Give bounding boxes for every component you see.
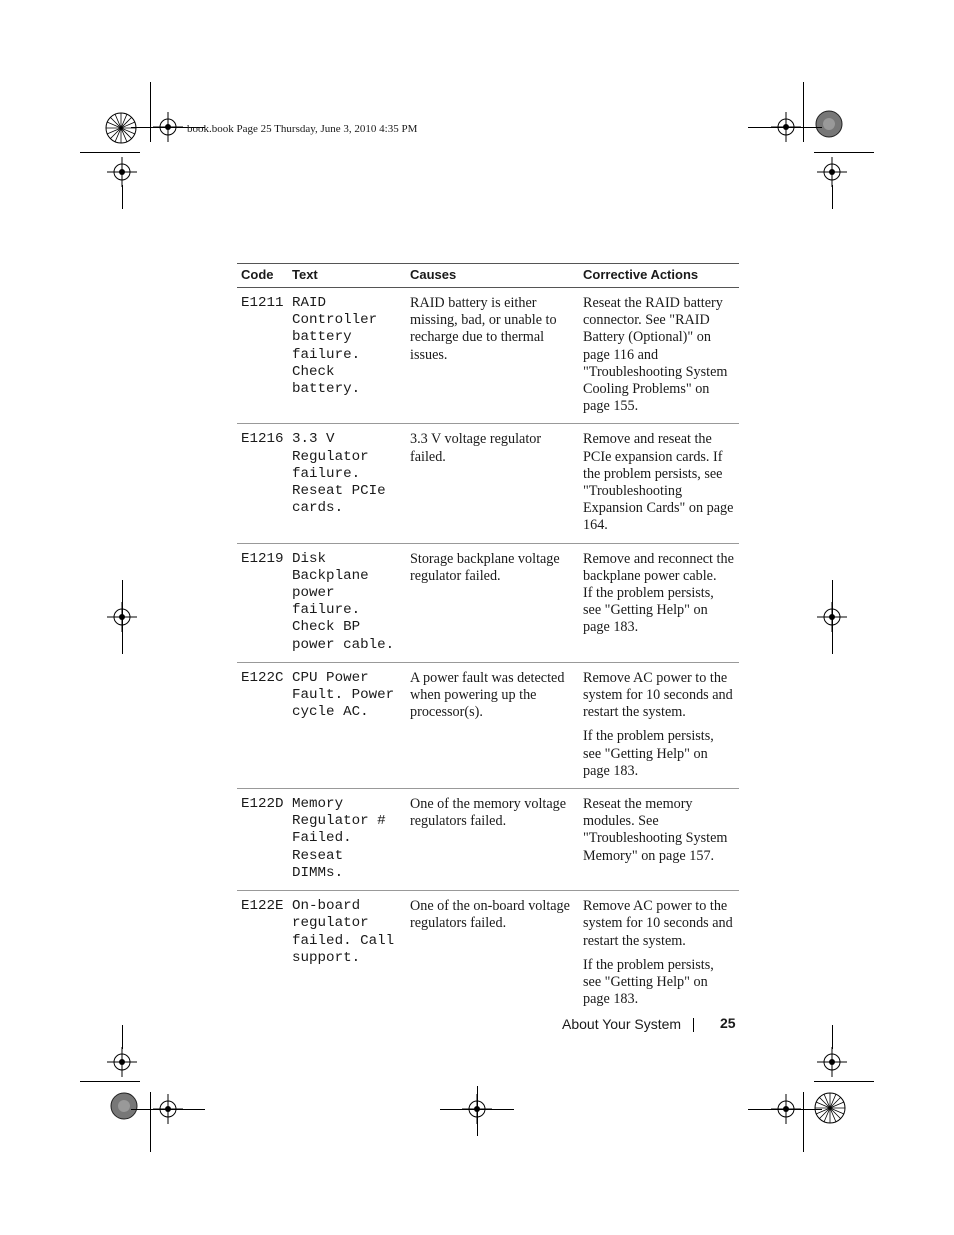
message-line: failure. bbox=[292, 602, 361, 619]
message-line: battery bbox=[292, 329, 352, 346]
message-line: cycle AC. bbox=[292, 704, 369, 721]
crop-line bbox=[122, 1025, 123, 1049]
corrective-action bbox=[579, 891, 739, 1017]
page-number: 25 bbox=[720, 1015, 736, 1031]
column-header-causes: Causes bbox=[406, 264, 579, 288]
crop-line bbox=[150, 82, 151, 142]
message-line: CPU Power bbox=[292, 669, 369, 686]
registration-mark-bottom-left bbox=[110, 1092, 138, 1120]
error-message bbox=[288, 288, 406, 424]
message-line: Reseat PCIe bbox=[292, 483, 386, 500]
crop-line bbox=[803, 82, 804, 142]
crop-line bbox=[748, 1109, 822, 1110]
error-code: E1219 bbox=[237, 543, 288, 662]
table-row bbox=[237, 891, 739, 1017]
table-row bbox=[237, 288, 739, 424]
crop-line bbox=[832, 580, 833, 654]
error-code: E122E bbox=[241, 898, 284, 915]
crop-line bbox=[814, 1081, 874, 1082]
error-code: E1216 bbox=[237, 424, 288, 543]
print-header: book.book Page 25 Thursday, June 3, 2010 4:35 PM bbox=[187, 123, 418, 135]
crop-line bbox=[131, 1109, 205, 1110]
action-paragraph: Remove and reseat the PCIe expansion cards. If the problem persists, see "Troubleshooting Expansion Cards" on page 164. bbox=[583, 431, 734, 534]
error-message bbox=[288, 662, 406, 788]
crop-line bbox=[814, 152, 874, 153]
message-line: Disk bbox=[292, 550, 327, 567]
error-cause: 3.3 V voltage regulator failed. bbox=[406, 424, 579, 543]
table-row bbox=[237, 662, 739, 788]
registration-mark-top-right bbox=[815, 110, 843, 138]
table-row bbox=[237, 543, 739, 662]
crosshair-mark bbox=[817, 157, 847, 187]
message-line: 3.3 V bbox=[292, 431, 335, 448]
crop-line bbox=[748, 127, 822, 128]
error-code: E122C bbox=[237, 662, 288, 788]
message-line: cards. bbox=[292, 500, 344, 517]
action-paragraph: Reseat the RAID battery connector. See "RAID Battery (Optional)" on page 116 and "Troubleshooting System Cooling Problems" on page 155. bbox=[583, 295, 728, 415]
table-row bbox=[237, 789, 739, 891]
action-paragraph: Reseat the memory modules. See "Troubleshooting System Memory" on page 157. bbox=[583, 796, 728, 864]
registration-mark-top-left bbox=[103, 110, 139, 146]
message-line: support. bbox=[292, 949, 361, 966]
error-message bbox=[288, 789, 406, 891]
registration-mark-bottom-right bbox=[812, 1090, 848, 1126]
action-paragraph: Remove AC power to the system for 10 seconds and restart the system. bbox=[583, 898, 733, 949]
error-cause: One of the memory voltage regulators failed. bbox=[406, 789, 579, 891]
error-code: E1211 bbox=[237, 288, 288, 424]
action-paragraph: Remove and reconnect the backplane power cable. If the problem persists, see "Getting Help" on page 183. bbox=[583, 550, 734, 636]
column-header-actions: Corrective Actions bbox=[579, 264, 739, 288]
crosshair-mark bbox=[107, 1047, 137, 1077]
message-line: Regulator bbox=[292, 448, 369, 465]
crop-line bbox=[122, 185, 123, 209]
crop-line bbox=[80, 1081, 140, 1082]
error-message bbox=[288, 424, 406, 543]
crop-line bbox=[803, 1092, 804, 1152]
crosshair-mark bbox=[817, 1047, 847, 1077]
message-line: power cable. bbox=[292, 636, 395, 653]
message-line: Regulator # bbox=[292, 813, 386, 830]
corrective-action bbox=[579, 789, 739, 891]
crosshair-mark bbox=[107, 157, 137, 187]
error-cause: A power fault was detected when powering up the processor(s). bbox=[406, 662, 579, 788]
error-message bbox=[288, 891, 406, 1017]
corrective-action bbox=[579, 662, 739, 788]
error-message bbox=[288, 543, 406, 662]
crop-line bbox=[80, 152, 140, 153]
crop-line bbox=[832, 185, 833, 209]
table-header-row bbox=[237, 264, 739, 288]
message-line: failure. bbox=[292, 465, 361, 482]
error-code: E122D bbox=[237, 789, 288, 891]
column-header-code: Code bbox=[237, 264, 288, 288]
message-line: On-board bbox=[292, 898, 361, 915]
crop-line bbox=[150, 1092, 151, 1152]
corrective-action bbox=[579, 424, 739, 543]
footer-section-title: About Your System bbox=[562, 1016, 682, 1032]
table-row bbox=[237, 424, 739, 543]
crop-line bbox=[477, 1086, 478, 1136]
message-line: Backplane bbox=[292, 567, 369, 584]
error-cause: Storage backplane voltage regulator failed. bbox=[406, 543, 579, 662]
error-cause: One of the on-board voltage regulators failed. bbox=[410, 898, 570, 932]
message-line: battery. bbox=[292, 381, 361, 398]
message-line: Fault. Power bbox=[292, 687, 395, 704]
footer-divider bbox=[693, 1018, 694, 1032]
error-cause: RAID battery is either missing, bad, or unable to recharge due to thermal issues. bbox=[406, 288, 579, 424]
message-line: failure. bbox=[292, 346, 361, 363]
crop-line bbox=[440, 1109, 514, 1110]
action-paragraph: Remove AC power to the system for 10 seconds and restart the system. bbox=[583, 669, 733, 721]
message-line: Check BP bbox=[292, 619, 361, 636]
error-code-table bbox=[237, 263, 739, 1016]
action-paragraph: If the problem persists, see "Getting Help" on page 183. bbox=[583, 728, 714, 779]
crop-line bbox=[122, 580, 123, 654]
corrective-action bbox=[579, 288, 739, 424]
crop-line bbox=[832, 1025, 833, 1049]
action-paragraph: If the problem persists, see "Getting Help" on page 183. bbox=[583, 956, 714, 1008]
message-line: Controller bbox=[292, 312, 378, 329]
message-line: Reseat DIMMs. bbox=[292, 847, 344, 881]
message-line: RAID bbox=[292, 295, 327, 311]
message-line: failed. Call bbox=[292, 932, 395, 949]
message-line: Failed. bbox=[292, 830, 352, 847]
corrective-action bbox=[579, 543, 739, 662]
message-line: Memory bbox=[292, 796, 344, 813]
message-line: Check bbox=[292, 363, 335, 380]
column-header-text: Text bbox=[288, 264, 406, 288]
message-line: power bbox=[292, 585, 335, 602]
message-line: regulator bbox=[292, 915, 369, 932]
